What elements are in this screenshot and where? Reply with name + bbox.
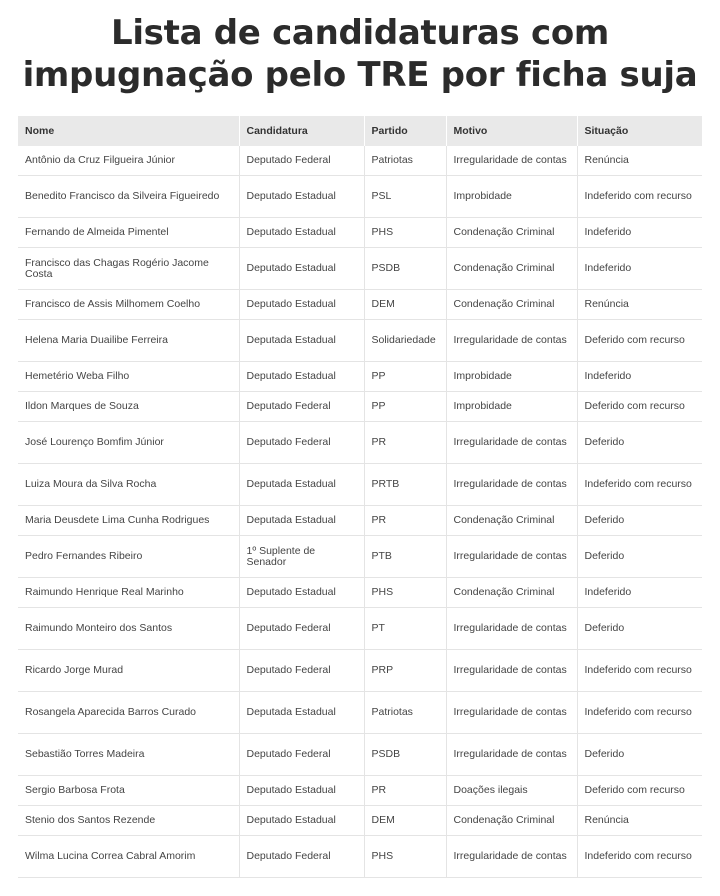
cell-motivo: Improbidade <box>446 392 577 422</box>
table-row <box>18 536 702 578</box>
table-row <box>18 776 702 806</box>
cell-partido: PR <box>364 776 446 806</box>
cell-candidatura: 1º Suplente de Senador <box>239 536 364 578</box>
cell-nome: Stenio dos Santos Rezende <box>18 806 239 836</box>
table-row <box>18 692 702 734</box>
cell-situacao: Indeferido <box>577 218 702 248</box>
table-row <box>18 806 702 836</box>
cell-candidatura: Deputado Federal <box>239 146 364 176</box>
cell-partido: Patriotas <box>364 692 446 734</box>
cell-motivo: Irregularidade de contas <box>446 836 577 878</box>
cell-nome: Sebastião Torres Madeira <box>18 734 239 776</box>
cell-partido: DEM <box>364 290 446 320</box>
cell-motivo: Irregularidade de contas <box>446 422 577 464</box>
table-header <box>18 116 702 146</box>
table-row <box>18 650 702 692</box>
cell-candidatura: Deputada Estadual <box>239 692 364 734</box>
cell-motivo: Condenação Criminal <box>446 806 577 836</box>
cell-situacao: Indeferido <box>577 578 702 608</box>
table-row <box>18 146 702 176</box>
cell-situacao: Indeferido com recurso <box>577 176 702 218</box>
cell-candidatura: Deputado Estadual <box>239 176 364 218</box>
table-row <box>18 464 702 506</box>
cell-partido: PHS <box>364 836 446 878</box>
cell-candidatura: Deputado Federal <box>239 422 364 464</box>
table-row <box>18 248 702 290</box>
cell-nome: Raimundo Henrique Real Marinho <box>18 578 239 608</box>
cell-partido: PP <box>364 392 446 422</box>
cell-partido: PRP <box>364 650 446 692</box>
table-row <box>18 392 702 422</box>
cell-partido: DEM <box>364 806 446 836</box>
cell-motivo: Improbidade <box>446 362 577 392</box>
cell-nome: Raimundo Monteiro dos Santos <box>18 608 239 650</box>
cell-candidatura: Deputado Federal <box>239 650 364 692</box>
cell-partido: PSL <box>364 176 446 218</box>
cell-nome: Maria Deusdete Lima Cunha Rodrigues <box>18 506 239 536</box>
cell-partido: PTB <box>364 536 446 578</box>
cell-situacao: Deferido com recurso <box>577 392 702 422</box>
cell-candidatura: Deputado Estadual <box>239 248 364 290</box>
cell-nome: Antônio da Cruz Filgueira Júnior <box>18 146 239 176</box>
cell-motivo: Condenação Criminal <box>446 218 577 248</box>
table-row <box>18 218 702 248</box>
cell-candidatura: Deputado Federal <box>239 836 364 878</box>
page-title-line-1: Lista de candidaturas com <box>110 13 610 53</box>
cell-candidatura: Deputado Federal <box>239 734 364 776</box>
cell-nome: Benedito Francisco da Silveira Figueiredo <box>18 176 239 218</box>
column-header-nome: Nome <box>18 116 239 146</box>
cell-situacao: Deferido <box>577 608 702 650</box>
cell-motivo: Irregularidade de contas <box>446 608 577 650</box>
cell-nome: Luiza Moura da Silva Rocha <box>18 464 239 506</box>
table-row <box>18 734 702 776</box>
cell-nome: Hemetério Weba Filho <box>18 362 239 392</box>
cell-situacao: Indeferido <box>577 248 702 290</box>
cell-partido: PSDB <box>364 248 446 290</box>
cell-nome: Sergio Barbosa Frota <box>18 776 239 806</box>
cell-situacao: Renúncia <box>577 146 702 176</box>
cell-candidatura: Deputada Estadual <box>239 464 364 506</box>
table-row <box>18 362 702 392</box>
column-header-motivo: Motivo <box>446 116 577 146</box>
cell-motivo: Irregularidade de contas <box>446 692 577 734</box>
cell-motivo: Doações ilegais <box>446 776 577 806</box>
cell-candidatura: Deputado Federal <box>239 392 364 422</box>
table-row <box>18 578 702 608</box>
table-row <box>18 836 702 878</box>
cell-candidatura: Deputado Estadual <box>239 806 364 836</box>
cell-partido: PSDB <box>364 734 446 776</box>
cell-partido: PHS <box>364 578 446 608</box>
cell-situacao: Renúncia <box>577 290 702 320</box>
cell-motivo: Irregularidade de contas <box>446 536 577 578</box>
cell-partido: PT <box>364 608 446 650</box>
cell-candidatura: Deputada Estadual <box>239 506 364 536</box>
cell-nome: Ricardo Jorge Murad <box>18 650 239 692</box>
cell-partido: PRTB <box>364 464 446 506</box>
table-header-row <box>18 116 702 146</box>
cell-motivo: Irregularidade de contas <box>446 650 577 692</box>
cell-situacao: Deferido com recurso <box>577 776 702 806</box>
cell-nome: Francisco de Assis Milhomem Coelho <box>18 290 239 320</box>
table-row <box>18 176 702 218</box>
cell-candidatura: Deputado Estadual <box>239 362 364 392</box>
cell-motivo: Condenação Criminal <box>446 578 577 608</box>
cell-motivo: Improbidade <box>446 176 577 218</box>
cell-situacao: Indeferido <box>577 362 702 392</box>
cell-situacao: Indeferido com recurso <box>577 464 702 506</box>
column-header-partido: Partido <box>364 116 446 146</box>
cell-nome: Helena Maria Duailibe Ferreira <box>18 320 239 362</box>
column-header-candidatura: Candidatura <box>239 116 364 146</box>
page-title-line-2: impugnação pelo TRE por ficha suja <box>22 55 698 95</box>
cell-candidatura: Deputado Estadual <box>239 218 364 248</box>
cell-nome: Francisco das Chagas Rogério Jacome Costa <box>18 248 239 290</box>
cell-partido: PR <box>364 506 446 536</box>
cell-candidatura: Deputado Estadual <box>239 776 364 806</box>
cell-motivo: Irregularidade de contas <box>446 320 577 362</box>
cell-nome: José Lourenço Bomfim Júnior <box>18 422 239 464</box>
cell-partido: PR <box>364 422 446 464</box>
cell-situacao: Deferido <box>577 734 702 776</box>
cell-candidatura: Deputado Estadual <box>239 578 364 608</box>
table-row <box>18 608 702 650</box>
page-title <box>0 0 720 96</box>
cell-partido: Solidariedade <box>364 320 446 362</box>
cell-situacao: Indeferido com recurso <box>577 692 702 734</box>
cell-situacao: Renúncia <box>577 806 702 836</box>
table-row <box>18 320 702 362</box>
cell-motivo: Condenação Criminal <box>446 506 577 536</box>
cell-nome: Rosangela Aparecida Barros Curado <box>18 692 239 734</box>
cell-situacao: Deferido com recurso <box>577 320 702 362</box>
cell-situacao: Deferido <box>577 506 702 536</box>
cell-motivo: Condenação Criminal <box>446 290 577 320</box>
cell-motivo: Irregularidade de contas <box>446 146 577 176</box>
column-header-situacao: Situação <box>577 116 702 146</box>
cell-partido: Patriotas <box>364 146 446 176</box>
cell-candidatura: Deputado Estadual <box>239 290 364 320</box>
cell-motivo: Irregularidade de contas <box>446 464 577 506</box>
cell-nome: Fernando de Almeida Pimentel <box>18 218 239 248</box>
cell-situacao: Indeferido com recurso <box>577 836 702 878</box>
cell-nome: Pedro Fernandes Ribeiro <box>18 536 239 578</box>
cell-situacao: Deferido <box>577 536 702 578</box>
cell-partido: PP <box>364 362 446 392</box>
table-body <box>18 146 702 878</box>
cell-situacao: Deferido <box>577 422 702 464</box>
cell-partido: PHS <box>364 218 446 248</box>
table-row <box>18 290 702 320</box>
table-row <box>18 422 702 464</box>
cell-candidatura: Deputado Federal <box>239 608 364 650</box>
cell-nome: Ildon Marques de Souza <box>18 392 239 422</box>
table-row <box>18 506 702 536</box>
cell-nome: Wilma Lucina Correa Cabral Amorim <box>18 836 239 878</box>
cell-motivo: Irregularidade de contas <box>446 734 577 776</box>
candidates-table <box>18 116 703 878</box>
cell-motivo: Condenação Criminal <box>446 248 577 290</box>
cell-candidatura: Deputada Estadual <box>239 320 364 362</box>
cell-situacao: Indeferido com recurso <box>577 650 702 692</box>
